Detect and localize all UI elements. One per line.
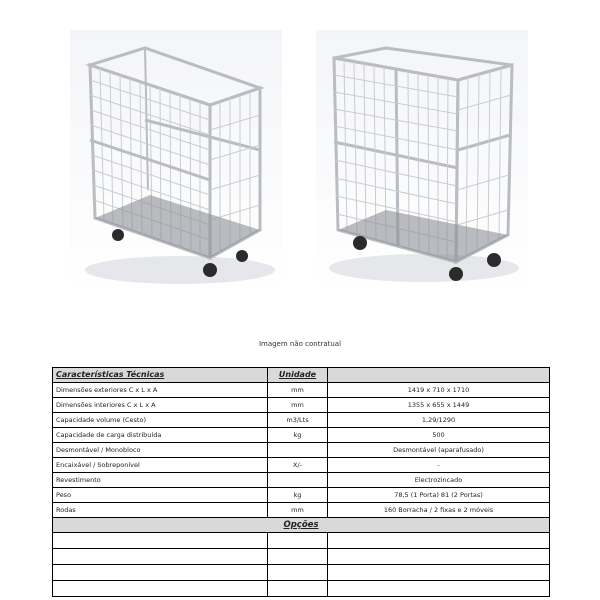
table-header-row — [53, 368, 550, 383]
spec-unit: kg — [268, 428, 328, 443]
spec-value: Desmontável (aparafusado) — [328, 443, 550, 458]
spec-unit: mm — [268, 383, 328, 398]
spec-label: Peso — [53, 488, 268, 503]
spec-value: 160 Borracha / 2 fixas e 2 móveis — [328, 503, 550, 518]
spec-value: 1,29/1290 — [328, 413, 550, 428]
spec-label: Dimensões exteriores C x L x A — [53, 383, 268, 398]
spec-value: 1355 x 655 x 1449 — [328, 398, 550, 413]
product-image-two-door-cage-cart — [70, 30, 282, 292]
product-image-front-door-cage-cart — [316, 30, 528, 292]
spec-label: Capacidade volume (Cesto) — [53, 413, 268, 428]
header-unit: Unidade — [268, 368, 328, 383]
spec-value: 500 — [328, 428, 550, 443]
spec-label: Revestimento — [53, 473, 268, 488]
options-header-row — [53, 518, 550, 533]
spec-value: 78,5 (1 Porta) 81 (2 Portas) — [328, 488, 550, 503]
spec-value: 1419 x 710 x 1710 — [328, 383, 550, 398]
spec-unit — [268, 473, 328, 488]
image-disclaimer-caption: Imagem não contratual — [258, 340, 342, 348]
spec-unit: m3/Lts — [268, 413, 328, 428]
cage-cart-illustration-left — [70, 30, 282, 292]
table-row — [53, 458, 550, 473]
spec-label: Rodas — [53, 503, 268, 518]
spec-label: Encaixável / Sobreponível — [53, 458, 268, 473]
table-row — [53, 383, 550, 398]
table-row — [53, 488, 550, 503]
table-row — [53, 443, 550, 458]
spec-unit: mm — [268, 398, 328, 413]
options-empty-row — [53, 549, 550, 565]
spec-unit — [268, 443, 328, 458]
options-empty-row — [53, 581, 550, 597]
table-row — [53, 428, 550, 443]
header-characteristics: Características Técnicas — [53, 368, 268, 383]
spec-unit: X/- — [268, 458, 328, 473]
spec-label: Capacidade de carga distribuída — [53, 428, 268, 443]
options-title: Opções — [53, 518, 550, 533]
spec-label: Dimensões interiores C x L x A — [53, 398, 268, 413]
table-row — [53, 503, 550, 518]
spec-value: Electrozincado — [328, 473, 550, 488]
table-row — [53, 398, 550, 413]
options-empty-row — [53, 533, 550, 549]
header-value — [328, 368, 550, 383]
spec-label: Desmontável / Monobloco — [53, 443, 268, 458]
table-row — [53, 413, 550, 428]
options-empty-row — [53, 565, 550, 581]
cage-cart-illustration-right — [316, 30, 528, 292]
technical-specifications-table — [52, 367, 550, 597]
table-row — [53, 473, 550, 488]
spec-value: - — [328, 458, 550, 473]
spec-unit: mm — [268, 503, 328, 518]
spec-unit: kg — [268, 488, 328, 503]
